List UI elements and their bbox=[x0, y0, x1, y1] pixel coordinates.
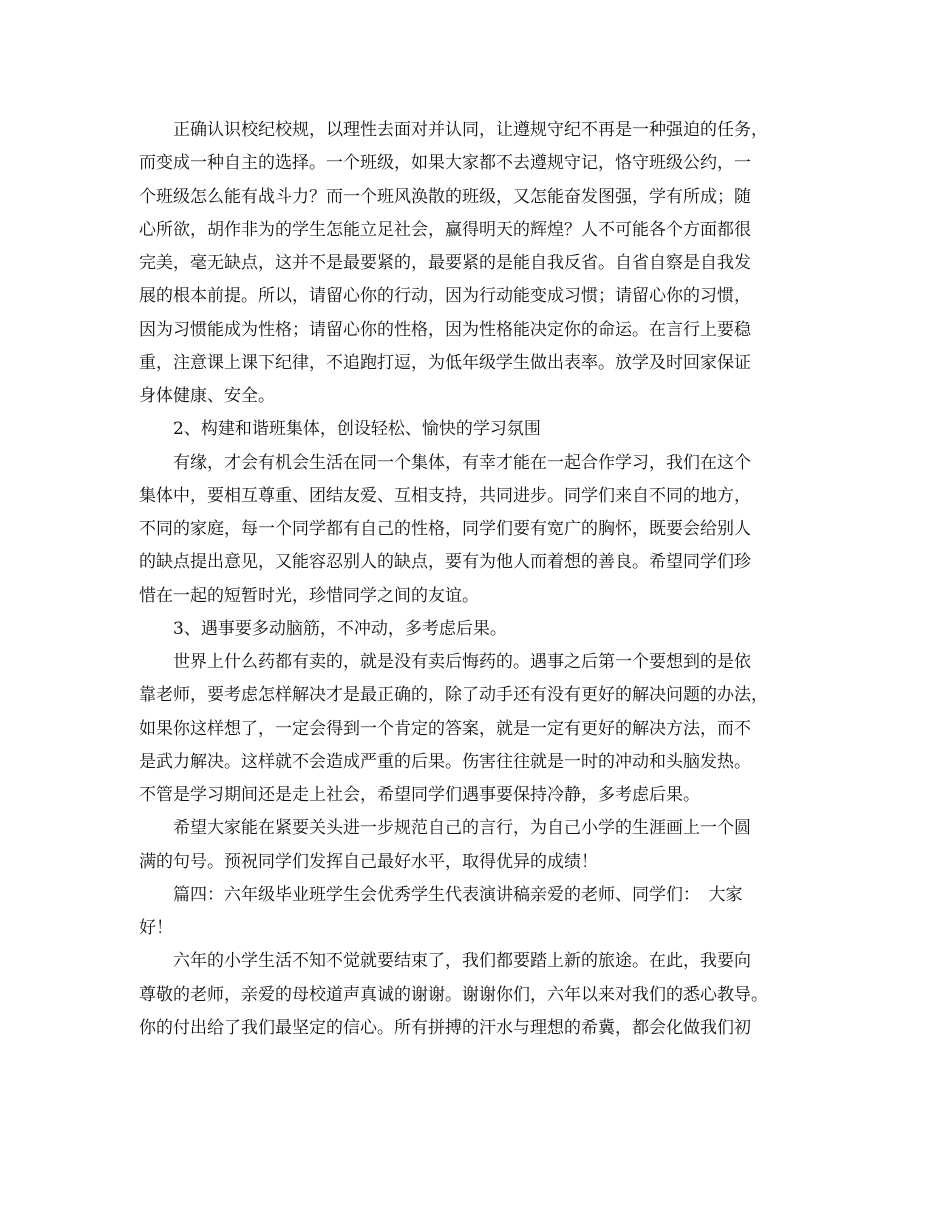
text-line: 是武力解决。这样就不会造成严重的后果。伤害往往就是一时的冲动和头脑发热。 bbox=[139, 751, 751, 772]
text-line: 重，注意课上课下纪律，不追跑打逗，为低年级学生做出表率。放学及时回家保证 bbox=[139, 352, 751, 373]
text-line: 3、遇事要多动脑筋，不冲动，多考虑后果。 bbox=[173, 618, 507, 639]
text-line: 不同的家庭，每一个同学都有自己的性格，同学们要有宽广的胸怀，既要会给别人 bbox=[139, 519, 751, 539]
text-line: 心所欲，胡作非为的学生怎能立足社会，赢得明天的辉煌？人不可能各个方面都很 bbox=[139, 219, 751, 240]
text-line: 因为习惯能成为性格；请留心你的性格，因为性格能决定你的命运。在言行上要稳 bbox=[139, 319, 751, 340]
text-line: 如果你这样想了，一定会得到一个肯定的答案，就是一定有更好的解决方法，而不 bbox=[139, 718, 751, 739]
text-line: 完美，毫无缺点，这并不是最要紧的，最要紧的是能自我反省。自省自察是自我发 bbox=[139, 253, 751, 273]
text-line: 有缘，才会有机会生活在同一个集体，有幸才能在一起合作学习，我们在这个 bbox=[173, 452, 751, 473]
text-line: 的缺点提出意见，又能容忍别人的缺点，要有为他人而着想的善良。希望同学们珍 bbox=[139, 552, 751, 573]
text-line: 身体健康、安全。 bbox=[139, 386, 275, 406]
text-line: 好！ bbox=[139, 918, 173, 938]
text-line: 2、构建和谐班集体，创设轻松、愉快的学习氛围 bbox=[173, 419, 541, 440]
text-line: 六年的小学生活不知不觉就要结束了，我们都要踏上新的旅途。在此，我要向 bbox=[173, 951, 751, 972]
text-line: 篇四：六年级毕业班学生会优秀学生代表演讲稿亲爱的老师、同学们： 大家 bbox=[173, 884, 743, 905]
text-line: 尊敬的老师，亲爱的母校道声真诚的谢谢。谢谢你们，六年以来对我们的悉心教导。 bbox=[139, 984, 768, 1005]
text-line: 世界上什么药都有卖的，就是没有卖后悔药的。遇事之后第一个要想到的是依 bbox=[173, 652, 751, 672]
text-line: 满的句号。预祝同学们发挥自己最好水平，取得优异的成绩！ bbox=[139, 851, 598, 872]
text-line: 靠老师，要考虑怎样解决才是最正确的，除了动手还有没有更好的解决问题的办法， bbox=[139, 685, 768, 706]
text-line: 希望大家能在紧要关头进一步规范自己的言行，为自己小学的生涯画上一个圆 bbox=[173, 818, 751, 839]
text-line: 惜在一起的短暂时光，珍惜同学之间的友谊。 bbox=[139, 585, 479, 606]
text-line: 正确认识校纪校规，以理性去面对并认同，让遵规守纪不再是一种强迫的任务， bbox=[173, 120, 768, 140]
document-body bbox=[139, 114, 819, 1045]
text-line: 集体中，要相互尊重、团结友爱、互相支持，共同进步。同学们来自不同的地方， bbox=[139, 485, 751, 506]
text-line: 你的付出给了我们最坚定的信心。所有拼搏的汗水与理想的希冀，都会化做我们初 bbox=[139, 1017, 751, 1038]
text-line: 而变成一种自主的选择。一个班级，如果大家都不去遵规守记，恪守班级公约，一 bbox=[139, 153, 751, 174]
text-line: 展的根本前提。所以，请留心你的行动，因为行动能变成习惯；请留心你的习惯， bbox=[139, 286, 751, 307]
text-line: 个班级怎么能有战斗力？而一个班风涣散的班级，又怎能奋发图强，学有所成；随 bbox=[139, 186, 751, 207]
text-line: 不管是学习期间还是走上社会，希望同学们遇事要保持冷静，多考虑后果。 bbox=[139, 785, 700, 805]
